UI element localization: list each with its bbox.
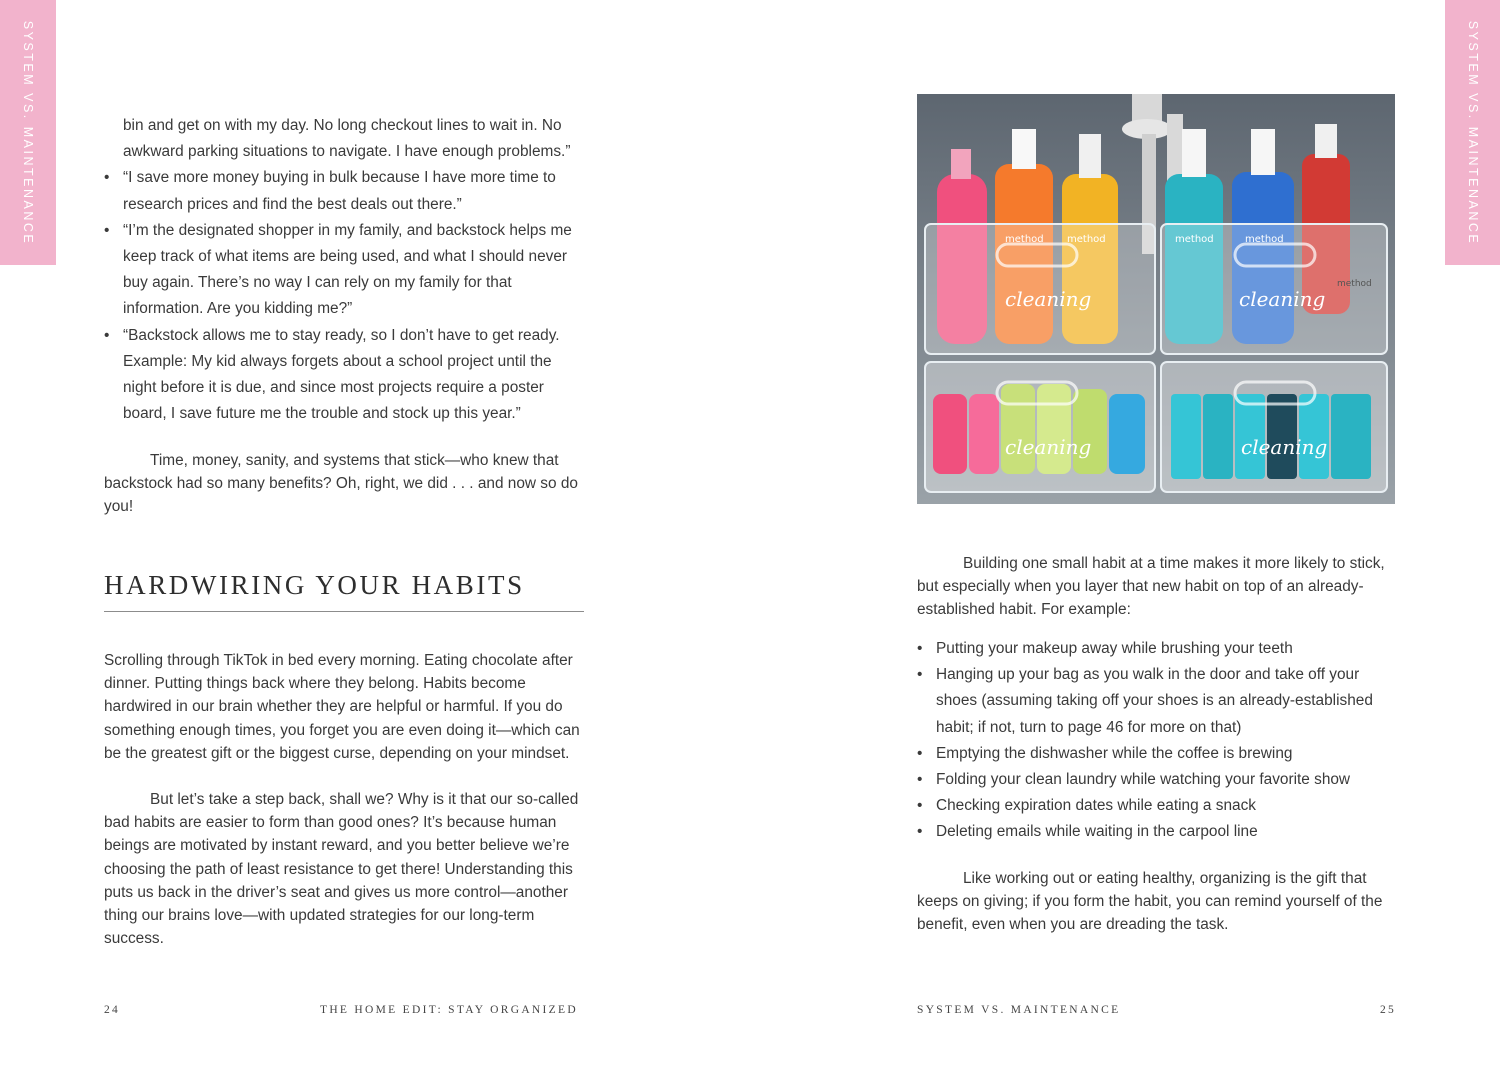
closing-paragraph: Time, money, sanity, and systems that stick—who knew that backstock had so many benefits? Oh, right, we did . . . and now so do you!: [104, 452, 578, 516]
list-item: • Folding your clean laundry while watching your favorite show: [917, 771, 1351, 789]
list-item: • “Backstock allows me to stay ready, so I don’t have to get ready. Example: My kid always forgets about a school project until the night before it is due, and since most projects require a poster board, I save future me the trouble and stock up this year.”: [104, 326, 560, 423]
bottle-label-2: method: [1067, 234, 1106, 245]
bottle-label-1: method: [1005, 234, 1044, 245]
side-tab-right: [1445, 0, 1500, 265]
list-item: • Putting your makeup away while brushing your teeth: [917, 640, 1293, 657]
photo-illustration: [917, 94, 1395, 504]
organizing-gift-paragraph: Like working out or eating healthy, organizing is the gift that keeps on giving; if you form the habit, you can remind yourself of the benefit, even when you are dreading the task.: [917, 870, 1383, 934]
list-item: • Deleting emails while waiting in the carpool line: [917, 823, 1258, 841]
footer-page-number: 24: [104, 1004, 121, 1016]
list-item: • Checking expiration dates while eating a snack: [917, 797, 1256, 815]
footer-book-title: THE HOME EDIT: STAY ORGANIZED: [320, 1004, 578, 1016]
right-page: [750, 0, 1500, 1083]
habits-paragraph-2: But let’s take a step back, shall we? Why is it that our so-called bad habits are easier to form than good ones? It’s because human beings are motivated by instant reward, and you better believe we’re choosing the path of least resistance to get there! Understanding this puts us back in the driver’s seat and gives us more control—another thing our brains love—with updated strategies for our long-term success.: [104, 791, 579, 948]
bottle-label-3: method: [1175, 234, 1214, 245]
footer-page-number: 25: [1380, 1004, 1397, 1016]
cleaning-supplies-photo: [917, 94, 1395, 504]
list-item: • “I’m the designated shopper in my family, and backstock helps me keep track of what items are being used, and what I should never buy again. There’s no way I can rely on my family for that information. Are you kidding me?”: [104, 221, 572, 318]
list-item: • Emptying the dishwasher while the coffee is brewing: [917, 744, 1293, 762]
heading-rule: [104, 611, 584, 612]
quote-continuation: bin and get on with my day. No long checkout lines to wait in. No awkward parking situations to navigate. I have enough problems.”: [123, 117, 571, 161]
bin-label-2: cleaning: [1239, 287, 1326, 311]
side-tab-left: [0, 0, 56, 265]
side-tab-label: SYSTEM VS. MAINTENANCE: [1466, 20, 1480, 245]
list-item: • “I save more money buying in bulk because I have more time to research prices and find the best deals out there.”: [104, 169, 556, 213]
backstock-quote-list: [104, 113, 584, 427]
bin-label-4: cleaning: [1241, 435, 1328, 459]
habits-paragraph-1: Scrolling through TikTok in bed every morning. Eating chocolate after dinner. Putting things back where they belong. Habits become hardwired in our brain whether they are helpful or harmful. If you do something enough times, you forget you are even doing it—which can be the greatest gift or the biggest curse, depending on your mindset.: [104, 652, 580, 762]
side-tab-label: SYSTEM VS. MAINTENANCE: [21, 20, 35, 245]
cloths: [933, 384, 1145, 474]
section-heading: HARDWIRING YOUR HABITS: [104, 570, 525, 600]
bottle-label-5: method: [1337, 279, 1372, 289]
habit-stacking-paragraph: Building one small habit at a time makes it more likely to stick, but especially when you layer that new habit on top of an already-established habit. For example:: [917, 555, 1385, 619]
bin-label-3: cleaning: [1005, 435, 1092, 459]
habit-examples-list: [917, 636, 1397, 846]
bin-label-1: cleaning: [1005, 287, 1092, 311]
bottle-label-4: method: [1245, 234, 1284, 245]
footer-chapter-title: SYSTEM VS. MAINTENANCE: [917, 1004, 1121, 1016]
list-item: • Hanging up your bag as you walk in the door and take off your shoes (assuming taking off your shoes is an already-established habit; if not, turn to page 46 for more on that): [917, 666, 1373, 736]
